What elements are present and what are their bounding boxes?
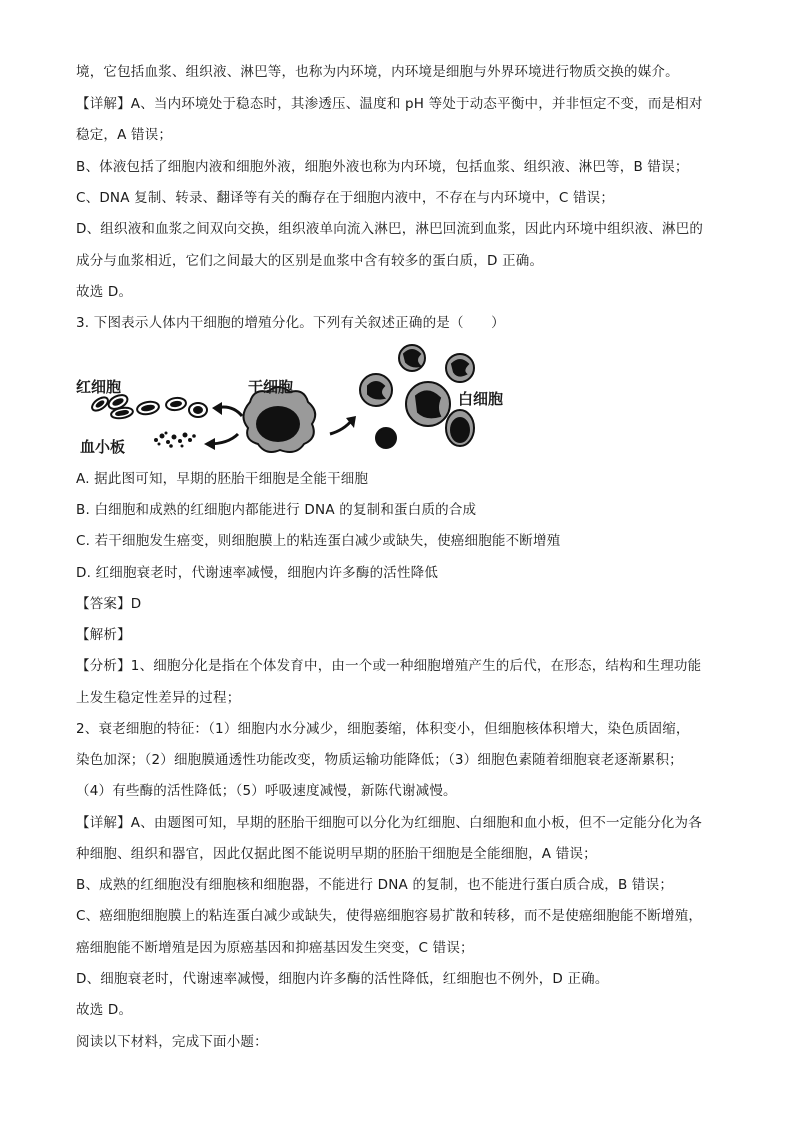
label-red-blood-cell: 红细胞	[76, 378, 122, 396]
stem-cell-figure	[72, 338, 522, 462]
text-line: 【详解】A、当内环境处于稳态时，其渗透压、温度和 pH 等处于动态平衡中，并非恒定不变，而是相对	[76, 96, 703, 112]
platelets	[154, 432, 196, 448]
option-d: D. 红细胞衰老时，代谢速率减慢，细胞内许多酶的活性降低	[76, 565, 439, 581]
text-line: 种细胞、组织和器官，因此仅据此图不能说明早期的胚胎干细胞是全能细胞，A 错误；	[76, 846, 597, 862]
option-b: B. 白细胞和成熟的红细胞内都能进行 DNA 的复制和蛋白质的合成	[76, 502, 477, 518]
text-line: C、DNA 复制、转录、翻译等有关的酶存在于细胞内液中，不存在与内环境中，C 错误；	[76, 190, 615, 206]
text-line: B、体液包括了细胞内液和细胞外液，细胞外液也称为内环境，包括血浆、组织液、淋巴等，B 错误；	[76, 159, 689, 175]
white-blood-cells	[360, 345, 474, 448]
text-line: 境，它包括血浆、组织液、淋巴等，也称为内环境，内环境是细胞与外界环境进行物质交换的媒介。	[76, 64, 679, 80]
text-line: 【分析】1、细胞分化是指在个体发育中，由一个或一种细胞增殖产生的后代，在形态，结构和生理功能	[76, 658, 702, 674]
text-line: 稳定，A 错误；	[76, 127, 173, 143]
analysis-heading: 【解析】	[76, 627, 131, 643]
arrows-left	[208, 407, 242, 444]
text-line: B、成熟的红细胞没有细胞核和细胞器，不能进行 DNA 的复制，也不能进行蛋白质合成，B 错误；	[76, 877, 674, 893]
text-line: 上发生稳定性差异的过程；	[76, 690, 241, 706]
option-a: A. 据此图可知，早期的胚胎干细胞是全能干细胞	[76, 471, 369, 487]
text-line: D、细胞衰老时，代谢速率减慢，细胞内许多酶的活性降低，红细胞也不例外，D 正确。	[76, 971, 609, 987]
option-c: C. 若干细胞发生癌变，则细胞膜上的粘连蛋白减少或缺失，使癌细胞能不断增殖	[76, 533, 561, 549]
question-title: 3. 下图表示人体内干细胞的增殖分化。下列有关叙述正确的是（ ）	[76, 315, 505, 331]
label-stem-cell: 干细胞	[248, 378, 294, 396]
text-line: 癌细胞能不断增殖是因为原癌基因和抑癌基因发生突变，C 错误；	[76, 940, 474, 956]
text-line: （4）有些酶的活性降低；（5）呼吸速度减慢，新陈代谢减慢。	[76, 783, 457, 799]
label-white-blood-cell: 白细胞	[458, 390, 504, 408]
text-line: 染色加深；（2）细胞膜通透性功能改变，物质运输功能降低；（3）细胞色素随着细胞衰老逐渐累积；	[76, 752, 683, 768]
text-line: 故选 D。	[76, 1002, 133, 1018]
stem-cell-diagram	[72, 338, 522, 462]
text-line: 【详解】A、由题图可知，早期的胚胎干细胞可以分化为红细胞、白细胞和血小板，但不一定能分化为各	[76, 815, 702, 831]
text-line: 故选 D。	[76, 284, 133, 300]
label-platelet: 血小板	[80, 438, 126, 456]
answer: 【答案】D	[76, 596, 142, 612]
text-line: C、癌细胞细胞膜上的粘连蛋白减少或缺失，使得癌细胞容易扩散和转移，而不是使癌细胞能不断增殖，	[76, 908, 703, 924]
text-line: D、组织液和血浆之间双向交换，组织液单向流入淋巴，淋巴回流到血浆，因此内环境中组织液、淋巴的	[76, 221, 704, 237]
text-line: 2、衰老细胞的特征：（1）细胞内水分减少，细胞萎缩，体积变小，但细胞核体积增大，染色质固缩，	[76, 721, 690, 737]
text-line: 成分与血浆相近，它们之间最大的区别是血浆中含有较多的蛋白质，D 正确。	[76, 253, 544, 269]
text-line: 阅读以下材料，完成下面小题：	[76, 1034, 268, 1050]
